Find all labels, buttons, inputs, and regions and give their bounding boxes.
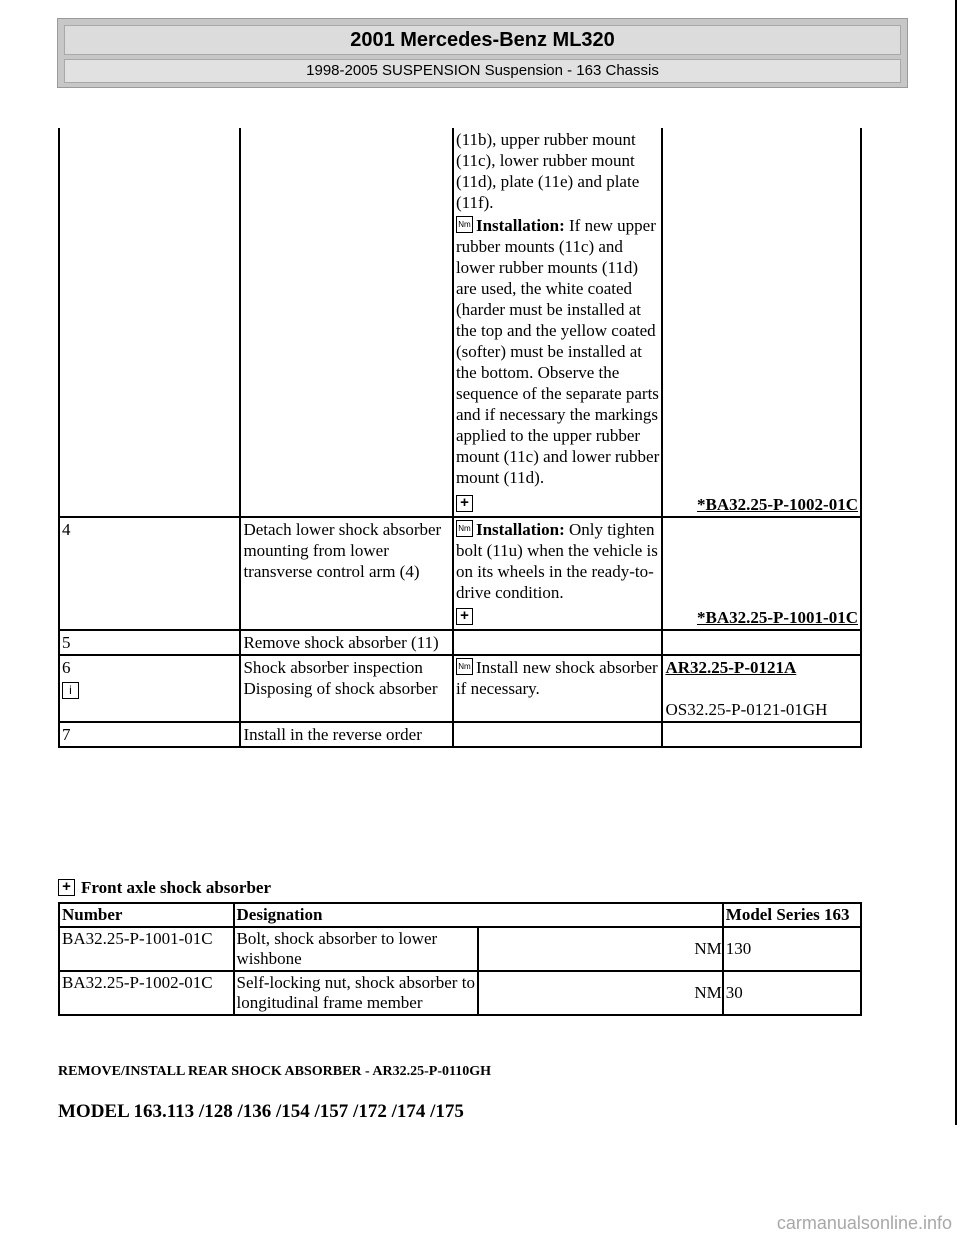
column-header: Designation [234, 903, 723, 927]
spec-value: 130 [723, 927, 861, 971]
table-row [59, 128, 861, 517]
procedure-text: (11b), upper rubber mount (11c), lower rubber mount (11d), plate (11e) and plate (11f). [455, 130, 640, 212]
spec-value: 30 [723, 971, 861, 1015]
step-note: Install new shock absorber if necessary. [455, 658, 658, 698]
step-number: 6 [62, 658, 71, 677]
torque-spec-link[interactable]: *BA32.25-P-1001-01C [696, 608, 858, 627]
step-action-disposal: Disposing of shock absorber [243, 679, 438, 698]
spec-unit: NM [478, 927, 723, 971]
step-action: Install in the reverse order [240, 722, 453, 747]
model-heading: MODEL 163.113 /128 /136 /154 /157 /172 /174 /175 [58, 1101, 464, 1122]
procedure-heading: REMOVE/INSTALL REAR SHOCK ABSORBER - AR32.25-P-0110GH [58, 1064, 492, 1079]
installation-text: If new upper rubber mounts (11c) and lower rubber mounts (11d) are used, the white coated (harder must be installed at the top and the yellow coated (softer) must be installed at the bottom. Observe the sequence of the separate parts and if necessary the markings applied to the upper rubber mount (11c) and lower rubber mount (11d). [455, 216, 660, 487]
torque-icon: Nm [456, 216, 473, 233]
column-header: Number [59, 903, 234, 927]
step-number: 5 [59, 630, 240, 655]
step-action: Shock absorber inspection [243, 658, 423, 677]
table-header-row [59, 903, 861, 927]
disposal-ref: OS32.25-P-0121-01GH [665, 700, 828, 719]
table-row [59, 630, 861, 655]
spec-unit: NM [478, 971, 723, 1015]
spec-number: BA32.25-P-1002-01C [59, 971, 234, 1015]
info-icon: i [62, 682, 79, 699]
table-row [59, 971, 861, 1015]
plus-icon: + [58, 879, 75, 896]
spec-designation: Bolt, shock absorber to lower wishbone [234, 927, 479, 971]
procedure-link[interactable]: AR32.25-P-0121A [665, 658, 797, 677]
spec-designation: Self-locking nut, shock absorber to longitudinal frame member [234, 971, 479, 1015]
table-row [59, 655, 861, 722]
table-row [59, 927, 861, 971]
document-title: 2001 Mercedes-Benz ML320 [64, 25, 901, 55]
plus-icon: + [456, 608, 473, 625]
torque-spec-link[interactable]: *BA32.25-P-1002-01C [696, 495, 858, 514]
step-action: Detach lower shock absorber mounting from lower transverse control arm (4) [240, 517, 453, 630]
installation-label: Installation: [475, 520, 565, 539]
column-header: Model Series 163 [723, 903, 861, 927]
document-subtitle: 1998-2005 SUSPENSION Suspension - 163 Chassis [64, 59, 901, 83]
page-border [955, 0, 957, 1125]
installation-text: Only tighten bolt (11u) when the vehicle is on its wheels in the ready-to-drive condition. [455, 520, 658, 602]
step-number: 7 [59, 722, 240, 747]
plus-icon: + [456, 495, 473, 512]
section-title[interactable]: + Front axle shock absorber [58, 878, 271, 898]
torque-icon: Nm [456, 520, 473, 537]
spec-number: BA32.25-P-1001-01C [59, 927, 234, 971]
document-header [57, 18, 908, 88]
torque-spec-table [58, 902, 862, 1016]
installation-label: Installation: [475, 216, 565, 235]
table-row [59, 517, 861, 630]
watermark: carmanualsonline.info [776, 1213, 952, 1233]
torque-icon: Nm [456, 658, 473, 675]
step-action: Remove shock absorber (11) [240, 630, 453, 655]
table-row [59, 722, 861, 747]
step-number: 4 [59, 517, 240, 630]
procedure-table [58, 128, 862, 748]
